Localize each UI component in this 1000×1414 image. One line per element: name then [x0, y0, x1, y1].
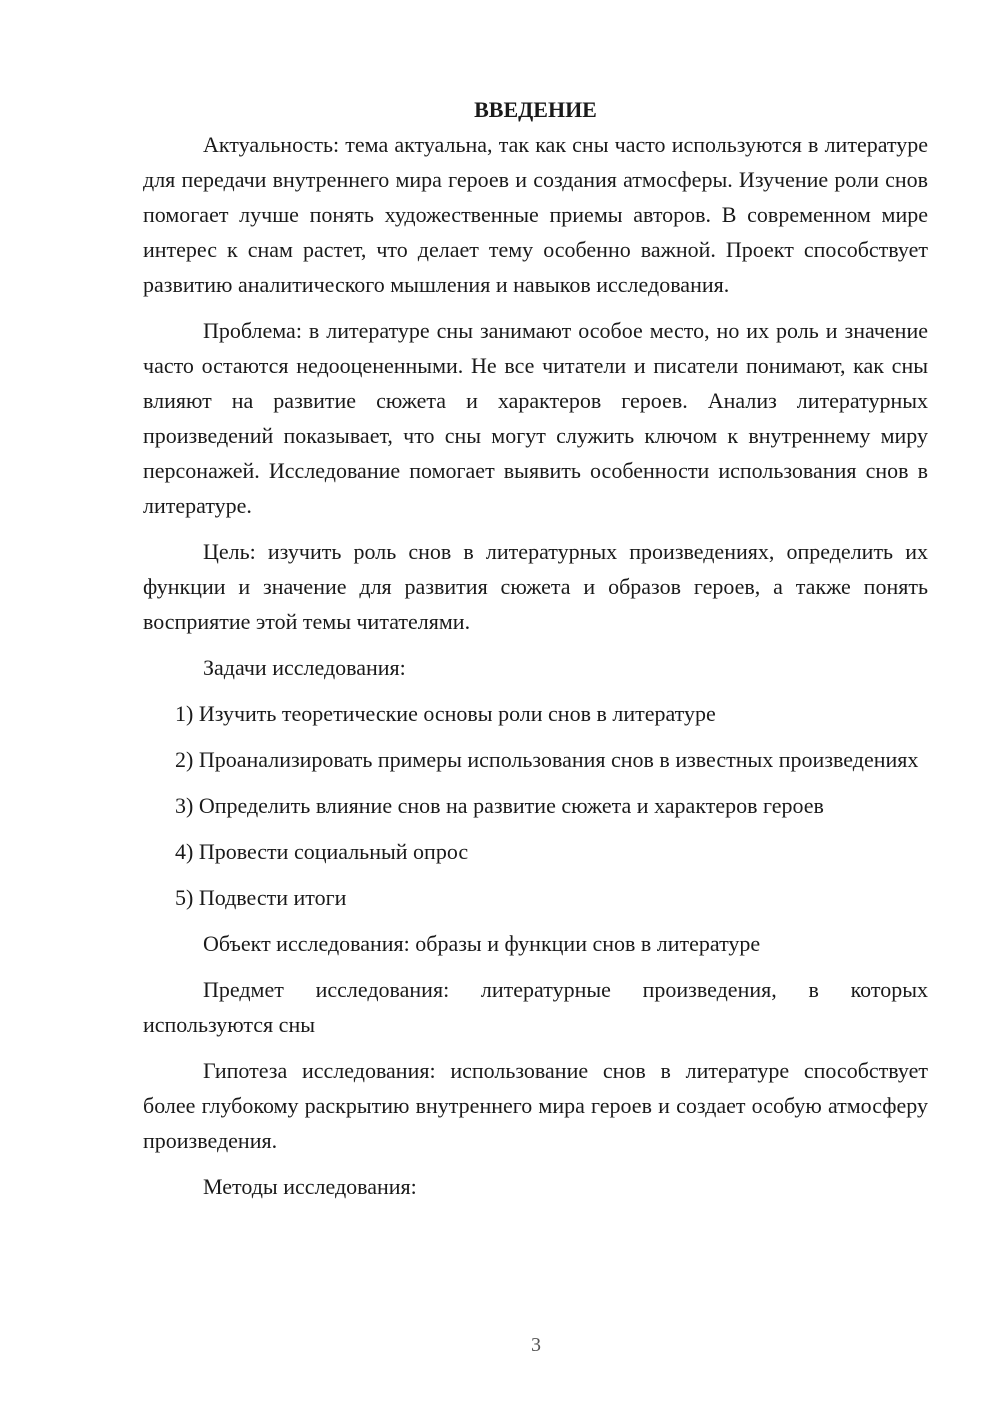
paragraph-object: Объект исследования: образы и функции снов в литературе: [203, 931, 761, 956]
task-item-5: 5) Подвести итоги: [175, 885, 347, 910]
paragraph-methods: Методы исследования:: [203, 1174, 417, 1199]
section-heading: ВВЕДЕНИЕ: [474, 97, 597, 122]
task-item-4: 4) Провести социальный опрос: [175, 839, 469, 864]
paragraph-tasks-intro: Задачи исследования:: [203, 655, 406, 680]
paragraph-problem: Проблема: в литературе сны занимают особое место, но их роль и значение часто остаются недооцененными. Не все читатели и писатели понимают, как сны влияют на развитие сюжета и характеров героев. Анализ литературных произведений показывает, что сны могут служить ключом к внутреннему миру персонажей. Исследование помогает выявить особенности использования снов в литературе.: [143, 318, 928, 518]
page-content: [143, 92, 928, 1215]
paragraph-hypothesis: Гипотеза исследования: использование снов в литературе способствует более глубокому раскрытию внутреннего мира героев и создает особую атмосферу произведения.: [143, 1058, 928, 1153]
paragraph-subject: Предмет исследования: литературные произведения, в которых используются сны: [143, 977, 928, 1037]
task-item-2: 2) Проанализировать примеры использования снов в известных произведениях: [175, 747, 919, 772]
paragraph-relevance: Актуальность: тема актуальна, так как сны часто используются в литературе для передачи внутреннего мира героев и создания атмосферы. Изучение роли снов помогает лучше понять художественные приемы авторов. В современном мире интерес к снам растет, что делает тему особенно важной. Проект способствует развитию аналитического мышления и навыков исследования.: [143, 132, 928, 297]
task-item-1: 1) Изучить теоретические основы роли снов в литературе: [175, 701, 716, 726]
paragraph-goal: Цель: изучить роль снов в литературных произведениях, определить их функции и значение для развития сюжета и образов героев, а также понять восприятие этой темы читателями.: [143, 539, 928, 634]
page-number: 3: [531, 1334, 541, 1356]
task-item-3: 3) Определить влияние снов на развитие сюжета и характеров героев: [175, 793, 824, 818]
